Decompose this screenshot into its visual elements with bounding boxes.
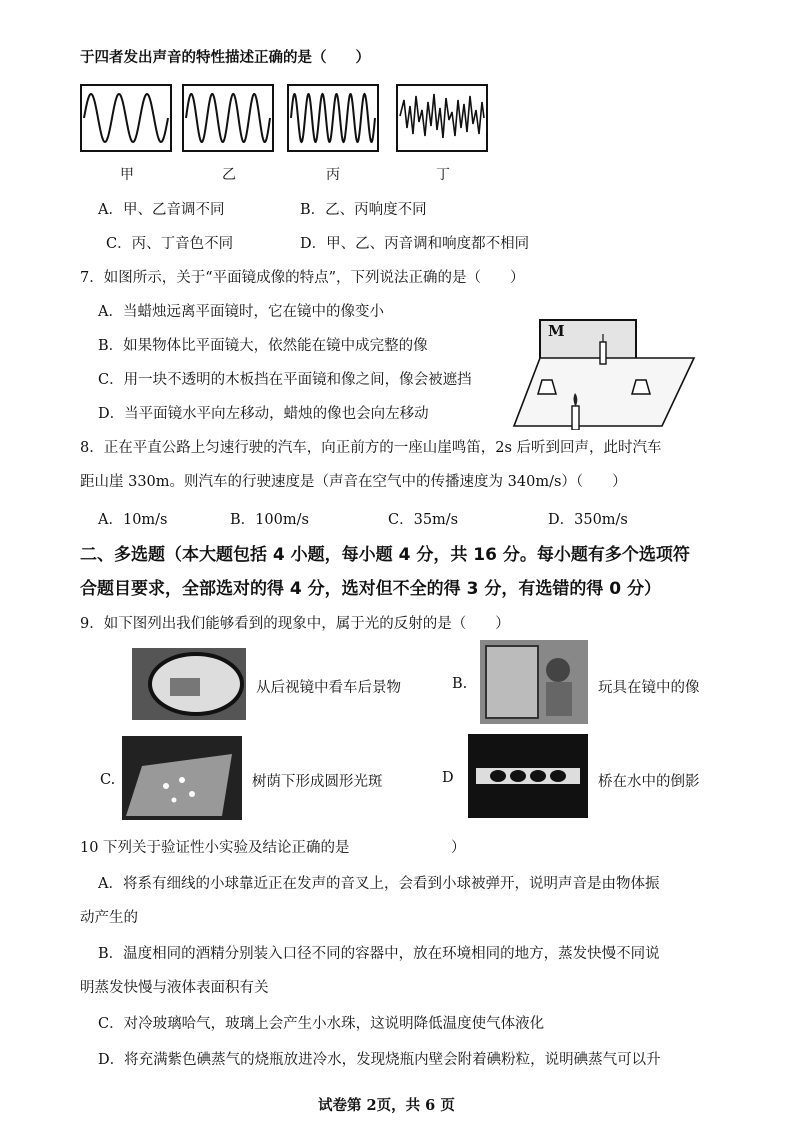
q7-option-c[interactable]: C．用一块不透明的木板挡在平面镜和像之间，像会被遮挡 [98,372,472,388]
q8-line1: 8．正在平直公路上匀速行驶的汽车，向正前方的一座山崖鸣笛，2s 后听到回声，此时汽车 [80,440,662,456]
q10-option-c[interactable]: C．对冷玻璃哈气，玻璃上会产生小水珠，这说明降低温度使气体液化 [98,1016,545,1032]
q7-option-b[interactable]: B．如果物体比平面镜大，依然能在镜中成完整的像 [98,338,428,354]
wave-ding-noise [400,94,484,138]
q8-option-c[interactable]: C．35m/s [388,512,459,528]
q10-option-b-line1[interactable]: B．温度相同的酒精分别装入口径不同的容器中，放在环境相同的地方，蒸发快慢不同说 [98,946,660,962]
photo-toy-in-mirror [480,640,588,724]
q8-line2: 距山崖 330m。则汽车的行驶速度是（声音在空气中的传播速度为 340m/s）（ ） [80,474,627,490]
q7-option-d[interactable]: D．当平面镜水平向左移动，蜡烛的像也会向左移动 [98,406,429,422]
q9-option-b-letter[interactable]: B. [452,676,468,692]
plane-mirror-figure [512,318,700,430]
q8-option-b[interactable]: B．100m/s [230,512,309,528]
wave-label-jia: 甲 [120,167,134,183]
wave-label-yi: 乙 [222,167,236,183]
q6-option-b[interactable]: B．乙、丙响度不同 [300,202,427,218]
wave-bing-curve [291,94,375,142]
q6-option-d[interactable]: D．甲、乙、丙音调和响度都不相同 [300,236,530,252]
wave-yi-figure [182,84,274,152]
q8-option-a[interactable]: A．10m/s [98,512,168,528]
q9-option-d-letter[interactable]: D [442,770,454,786]
wave-label-ding: 丁 [436,167,450,183]
q8-option-d[interactable]: D．350m/s [548,512,628,528]
photo-bridge-reflection [468,734,588,818]
q6-option-a[interactable]: A．甲、乙音调不同 [98,202,225,218]
q9-option-b[interactable]: 玩具在镜中的像 [598,680,700,696]
mirror-label-m: M [548,322,565,340]
page-footer: 试卷第 2页，共 6 页 [318,1097,455,1114]
photo-light-spots [122,736,242,820]
plane-mirror-diagram [512,318,700,430]
mirror-stand-left [538,380,556,394]
q7-stem: 7．如图所示，关于“平面镜成像的特点”，下列说法正确的是（ ） [80,270,525,286]
q7-option-a[interactable]: A．当蜡烛远离平面镜时，它在镜中的像变小 [98,304,384,320]
q6-option-c[interactable]: C．丙、丁音色不同 [106,236,234,252]
q9-stem: 9．如下图列出我们能够看到的现象中，属于光的反射的是（ ） [80,616,510,632]
q10-option-b-line2: 明蒸发快慢与液体表面积有关 [80,980,269,996]
q10-stem: 10 下列关于验证性小实验及结论正确的是 ） [80,840,466,856]
wave-yi-curve [186,94,270,142]
wave-ding-figure [396,84,488,152]
mirror-stand-right [632,380,650,394]
wave-bing-figure [287,84,379,152]
q9-option-a[interactable]: 从后视镜中看车后景物 [256,680,401,696]
q10-option-a-line2: 动产生的 [80,910,138,926]
wave-label-bing: 丙 [326,167,340,183]
q6-stem: 于四者发出声音的特性描述正确的是（ ） [80,49,370,66]
wave-jia-figure [80,84,172,152]
q9-option-c-letter[interactable]: C. [100,772,116,788]
wave-jia-curve [84,94,168,142]
q10-option-d[interactable]: D．将充满紫色碘蒸气的烧瓶放进冷水，发现烧瓶内壁会附着碘粉粒，说明碘蒸气可以升 [98,1052,661,1068]
q10-option-a-line1[interactable]: A．将系有细线的小球靠近正在发声的音叉上，会看到小球被弹开，说明声音是由物体振 [98,876,660,892]
section2-heading-line1: 二、多选题（本大题包括 4 小题，每小题 4 分，共 16 分。每小题有多个选项符 [80,545,690,565]
section2-heading-line2: 合题目要求，全部选对的得 4 分，选对但不全的得 3 分，有选错的得 0 分） [80,579,661,599]
q9-option-d[interactable]: 桥在水中的倒影 [598,774,700,790]
candle-object [572,406,579,430]
candle-image [600,342,606,364]
photo-rear-view-mirror [132,648,246,720]
q9-option-c[interactable]: 树荫下形成圆形光斑 [252,774,383,790]
